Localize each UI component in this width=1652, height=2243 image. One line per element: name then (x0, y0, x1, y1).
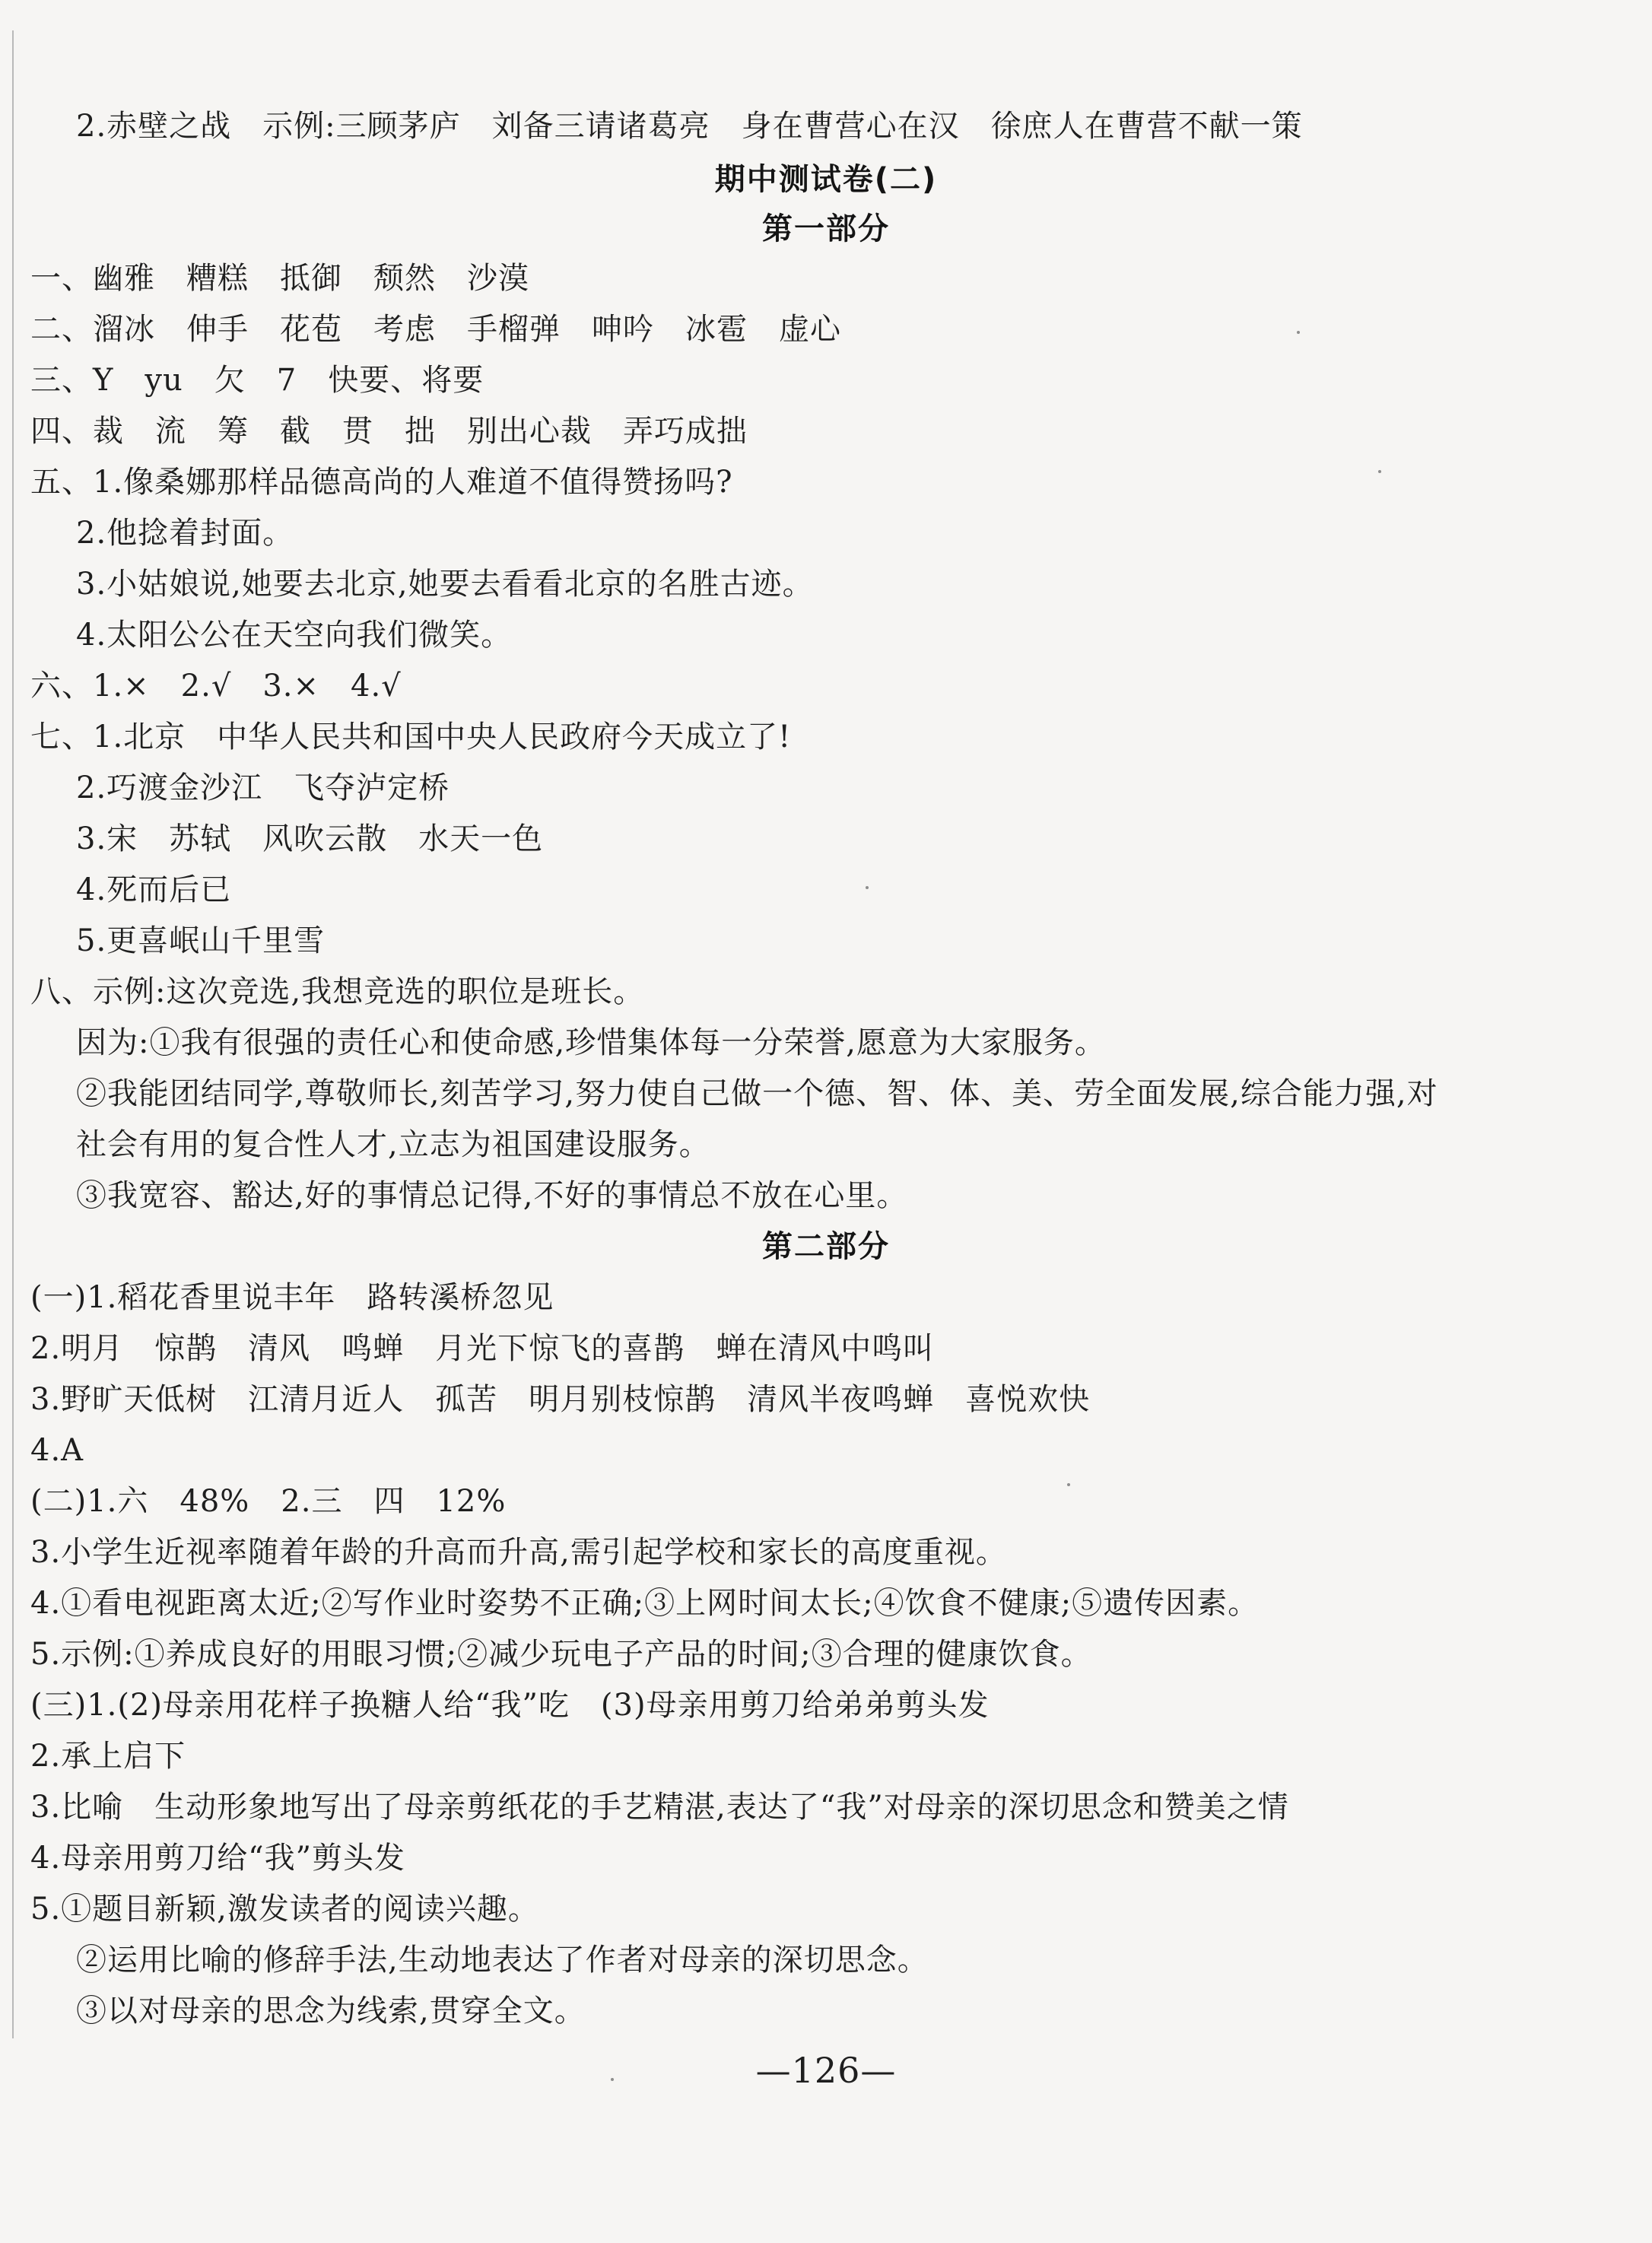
answer-line: 5.①题目新颖,激发读者的阅读兴趣。 (30, 1892, 539, 1927)
answer-line: 3.小姑娘说,她要去北京,她要去看看北京的名胜古迹。 (76, 567, 814, 602)
left-margin-rule (12, 30, 14, 2038)
part-two-heading: 第二部分 (762, 1229, 890, 1264)
answer-line: 4.A (30, 1433, 84, 1468)
answer-line: 五、1.像桑娜那样品德高尚的人难道不值得赞扬吗? (30, 465, 733, 500)
scan-speck (1378, 470, 1381, 473)
answer-line: (一)1.稻花香里说丰年 路转溪桥忽见 (30, 1280, 554, 1315)
answer-line: 3.宋 苏轼 风吹云散 水天一色 (76, 821, 544, 856)
answer-line: ②运用比喻的修辞手法,生动地表达了作者对母亲的深切思念。 (76, 1943, 929, 1978)
exam-title: 期中测试卷(二) (714, 162, 938, 197)
answer-line: 3.小学生近视率随着年龄的升高而升高,需引起学校和家长的高度重视。 (30, 1535, 1007, 1570)
answer-line: 2.他捻着封面。 (76, 516, 294, 551)
answer-line: (二)1.六 48% 2.三 四 12% (30, 1484, 507, 1519)
answer-line: ③我宽容、豁达,好的事情总记得,不好的事情总不放在心里。 (76, 1178, 908, 1213)
answer-line: 社会有用的复合性人才,立志为祖国建设服务。 (76, 1127, 710, 1162)
page-number: —126— (755, 2050, 897, 2091)
scan-speck (1297, 331, 1300, 334)
answer-line: 2.赤壁之战 示例:三顾茅庐 刘备三请诸葛亮 身在曹营心在汉 徐庶人在曹营不献一策 (76, 109, 1303, 144)
answer-line: 2.明月 惊鹊 清风 鸣蝉 月光下惊飞的喜鹊 蝉在清风中鸣叫 (30, 1331, 935, 1366)
answer-line: 3.比喻 生动形象地写出了母亲剪纸花的手艺精湛,表达了“我”对母亲的深切思念和赞美之情 (30, 1790, 1289, 1825)
answer-line: 三、Y yu 欠 7 快要、将要 (30, 363, 484, 398)
answer-line: 四、裁 流 筹 截 贯 拙 别出心裁 弄巧成拙 (30, 414, 748, 449)
answer-line: 4.死而后已 (76, 872, 232, 907)
answer-line: 4.母亲用剪刀给“我”剪头发 (30, 1841, 406, 1876)
scan-speck (1067, 1483, 1070, 1486)
scan-speck (866, 886, 869, 889)
answer-line: 七、1.北京 中华人民共和国中央人民政府今天成立了! (30, 720, 792, 755)
answer-line: 5.示例:①养成良好的用眼习惯;②减少玩电子产品的时间;③合理的健康饮食。 (30, 1637, 1092, 1672)
answer-line: 4.①看电视距离太近;②写作业时姿势不正确;③上网时间太长;④饮食不健康;⑤遗传因素。 (30, 1586, 1260, 1621)
answer-line: 因为:①我有很强的责任心和使命感,珍惜集体每一分荣誉,愿意为大家服务。 (76, 1025, 1106, 1060)
answer-line: 4.太阳公公在天空向我们微笑。 (76, 618, 513, 653)
answer-line: ②我能团结同学,尊敬师长,刻苦学习,努力使自己做一个德、智、体、美、劳全面发展,综合能力强,对 (76, 1076, 1438, 1111)
answer-line: 二、溜冰 伸手 花苞 考虑 手榴弹 呻吟 冰雹 虚心 (30, 312, 841, 347)
scan-speck (611, 2078, 614, 2081)
answer-line: 2.巧渡金沙江 飞夺泸定桥 (76, 770, 450, 805)
part-one-heading: 第一部分 (762, 211, 890, 246)
answer-line: ③以对母亲的思念为线索,贯穿全文。 (76, 1994, 586, 2029)
answer-line: 六、1.× 2.√ 3.× 4.√ (30, 669, 402, 704)
answer-line: 5.更喜岷山千里雪 (76, 923, 326, 958)
answer-line: 3.野旷天低树 江清月近人 孤苦 明月别枝惊鹊 清风半夜鸣蝉 喜悦欢快 (30, 1382, 1091, 1417)
answer-line: (三)1.(2)母亲用花样子换糖人给“我”吃 (3)母亲用剪刀给弟弟剪头发 (30, 1688, 990, 1723)
answer-line: 八、示例:这次竞选,我想竞选的职位是班长。 (30, 974, 645, 1009)
answer-line: 一、幽雅 糟糕 抵御 颓然 沙漠 (30, 261, 529, 296)
answer-line: 2.承上启下 (30, 1739, 186, 1774)
